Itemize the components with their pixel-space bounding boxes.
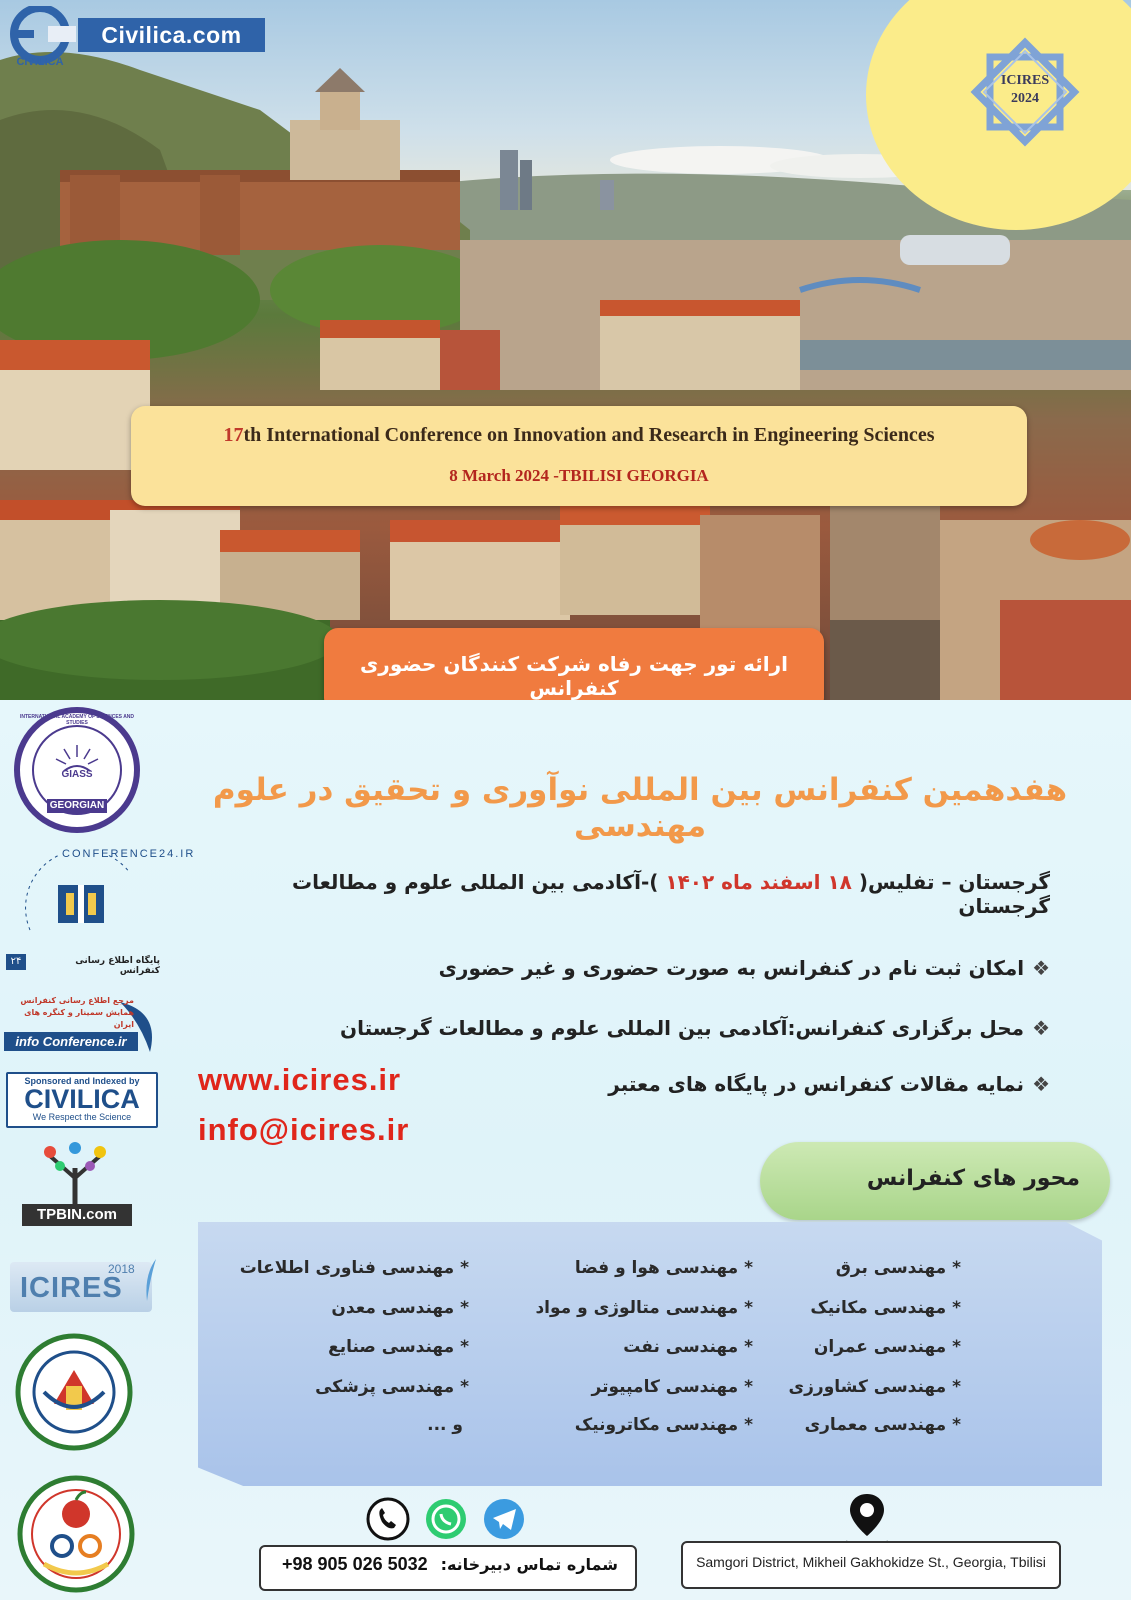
address-text: Samgori District, Mikheil Gakhokidze St., Georgia, Tbilisi — [696, 1554, 1046, 1570]
topic-item: * مهندسی برق — [835, 1258, 961, 1278]
hero-photo — [0, 0, 1131, 700]
topic-item: * مهندسی مکانیک — [810, 1298, 961, 1318]
giass-center-text: GIASS — [61, 769, 93, 780]
civilica-logo-caption: CIVILICA — [16, 56, 64, 68]
phone-label: شماره تماس دبیرخانه: — [440, 1555, 618, 1574]
conference24-logo-icon — [20, 855, 150, 945]
conference-location-fa — [230, 870, 1050, 918]
topic-item: * مهندسی معماری — [804, 1415, 961, 1435]
conference-title-fa: هفدهمین کنفرانس بین المللی نوآوری و تحقیق در علوم مهندسی — [212, 772, 1068, 844]
emblem-line-1: ICIRES — [1000, 73, 1050, 88]
civilica-sponsor-name: CIVILICA — [24, 1084, 140, 1114]
food-industry-gear-logo-icon — [14, 1474, 138, 1594]
bullet-mark-icon: ❖ — [1032, 1016, 1050, 1040]
title-ordinal: 17 — [223, 424, 244, 446]
emblem-line-2: 2024 — [1011, 91, 1039, 106]
topic-item: * مهندسی مکاترونیک — [574, 1415, 753, 1435]
topic-item: * مهندسی متالوژی و مواد — [535, 1298, 753, 1318]
location-prefix: گرجستان – تفلیس( — [858, 870, 1050, 894]
conference24-caption: پایگاه اطلاع رسانی کنفرانس — [75, 956, 160, 976]
whatsapp-icon[interactable] — [426, 1499, 466, 1539]
topic-item: * مهندسی پزشکی — [315, 1377, 469, 1397]
bullet-item — [270, 956, 1050, 980]
topic-item: * مهندسی کامپیوتر — [591, 1377, 753, 1397]
bullet-text: امکان ثبت نام در کنفرانس به صورت حضوری و غیر حضوری — [438, 956, 1025, 980]
phone-number[interactable]: +98 905 026 5032 — [282, 1554, 428, 1574]
tpbin-name: TPBIN.com — [22, 1204, 132, 1226]
topic-item: * مهندسی عمران — [813, 1337, 961, 1357]
giass-bottom-text: GEORGIAN — [49, 800, 105, 811]
conference24-name: CONFERENCE24.IR — [62, 848, 196, 860]
topic-item: * مهندسی نفت — [623, 1337, 753, 1357]
civilica-sponsor-top: Sponsored and Indexed by — [24, 1076, 140, 1086]
tour-banner-text: ارائه تور جهت رفاه شرکت کنندگان حضوری کنفرانس — [359, 652, 789, 700]
website-link[interactable]: www.icires.ir — [198, 1062, 402, 1097]
topic-item: * مهندسی هوا و فضا — [574, 1258, 753, 1278]
topic-item: * مهندسی معدن — [331, 1298, 469, 1318]
topic-item: و ... — [427, 1415, 463, 1435]
conference24-badge: ۲۴ — [6, 954, 26, 970]
topic-item: * مهندسی صنایع — [328, 1337, 469, 1357]
title-en-text: th International Conference on Innovation and Research in Engineering Sciences — [243, 424, 935, 446]
conference-title-box — [131, 406, 1027, 506]
conference-date-place: 8 March 2024 -TBILISI GEORGIA — [449, 466, 709, 485]
leaf-sprout-icon — [134, 1255, 160, 1301]
infoconference-caption: مرجع اطلاع رسانی کنفرانس همایش سمینار و کنگره های ایران — [20, 996, 134, 1029]
telegram-icon[interactable] — [484, 1499, 524, 1539]
topic-item: * مهندسی فناوری اطلاعات — [239, 1258, 469, 1278]
bullet-text: محل برگزاری کنفرانس:آکادمی بین المللی علوم و مطالعات گرجستان — [340, 1016, 1025, 1040]
giass-ring-text: INTERNATIONAL ACADEMY OF SCIENCES AND STUDIES — [19, 714, 135, 726]
conference-title-en — [131, 424, 1027, 447]
topic-item: * مهندسی کشاورزی — [788, 1377, 961, 1397]
bullet-mark-icon: ❖ — [1032, 1072, 1050, 1096]
civilica-site-banner[interactable]: Civilica.com — [78, 18, 265, 52]
bullet-item — [270, 1016, 1050, 1040]
tpbin-tree-icon — [30, 1138, 120, 1208]
topics-title: محور های کنفرانس — [866, 1166, 1080, 1191]
location-date: ۱۸ اسفند ماه ۱۴۰۲ — [658, 870, 859, 894]
social-icons — [362, 1494, 532, 1544]
civilica-sponsor-tagline: We Respect the Science — [32, 1112, 132, 1122]
infoconference-name: info Conference.ir — [4, 1032, 138, 1051]
icires-2018-name: ICIRES — [20, 1272, 123, 1304]
association-gear-logo-icon — [14, 1332, 134, 1452]
civilica-sponsor-logo — [6, 1072, 158, 1128]
location-suffix: )-آکادمی بین المللی علوم و مطالعات گرجستان — [292, 870, 1050, 918]
icires-2018-year: 2018 — [108, 1262, 135, 1276]
email-link[interactable]: info@icires.ir — [198, 1112, 410, 1147]
bullet-text: نمایه مقالات کنفرانس در پایگاه های معتبر — [608, 1072, 1025, 1096]
icires-emblem-text — [975, 72, 1075, 108]
bullet-mark-icon: ❖ — [1032, 956, 1050, 980]
phone-icon[interactable] — [368, 1499, 408, 1539]
